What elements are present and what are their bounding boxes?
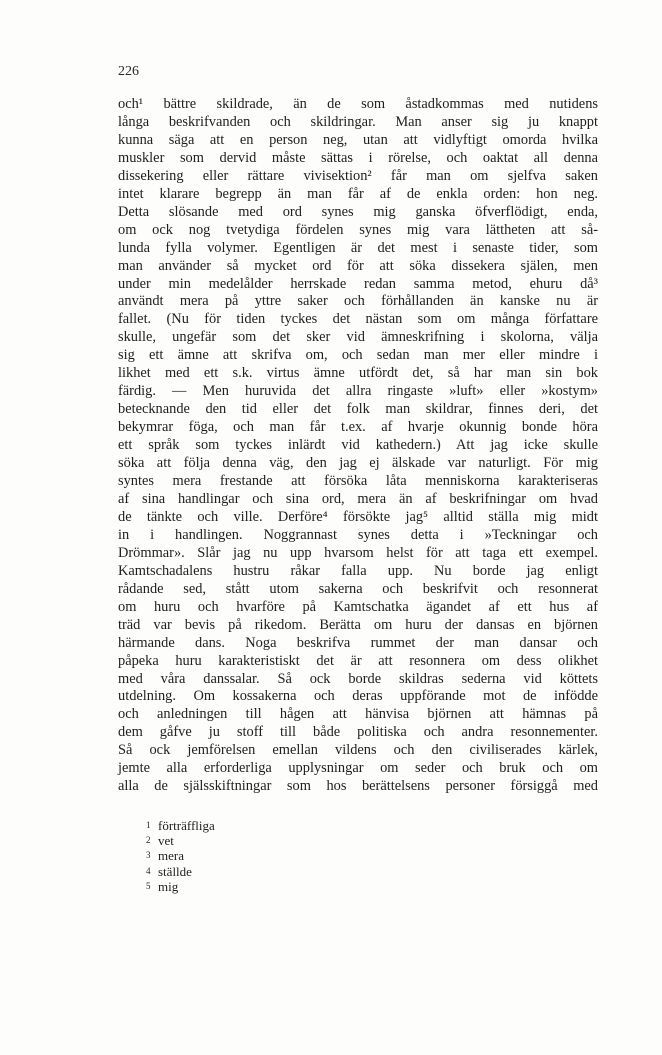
footnote-text: mera	[158, 848, 184, 864]
text-line: och¹ bättre skildrade, än de som åstadkommas med nutidens	[118, 96, 598, 112]
text-line: muskler som dervid måste sättas i rörelse, och oaktat all denna	[118, 149, 598, 166]
footnote	[146, 848, 215, 863]
text-line: träd var bevis på rikedom. Berätta om huru der dansas en björnen	[118, 616, 598, 633]
text-line: in i handlingen. Noggrannast synes detta i »Teckningar och	[118, 526, 598, 543]
text-line: betecknande den tid eller det folk man skildrar, finnes deri, det	[118, 401, 598, 418]
footnote-mark: 5	[146, 880, 151, 891]
footnote-text: vet	[158, 833, 174, 849]
text-line: påpeka huru karakteristiskt det är att resonnera om dess olikhet	[118, 652, 598, 669]
text-line: utdelning. Om kossakerna och deras uppförande mot de infödde	[118, 688, 598, 705]
text-line: af sina handlingar och sina ord, mera än af beskrifningar om hvad	[118, 490, 598, 507]
footnote-mark: 4	[146, 865, 151, 876]
text-line: fallet. (Nu för tiden tyckes det nästan som om många författare	[118, 311, 598, 328]
text-line: bekymrar föga, och man får t.ex. af hvarje okunnig bonde höra	[118, 419, 598, 436]
text-line: härmande dans. Noga beskrifva rummet der man dansar och	[118, 634, 598, 651]
footnote-mark: 1	[146, 820, 151, 830]
text-line: dem gåfve ju stoff till både politiska och andra resonnementer.	[118, 724, 598, 741]
text-line: lunda fylla volymer. Egentligen är det mest i senaste tider, som	[118, 239, 598, 256]
text-line: sig ett ämne att skrifva om, och sedan man mer eller mindre i	[118, 347, 598, 364]
body-text	[118, 96, 598, 796]
text-line: man använder så mycket ord för att söka dissekera själen, men	[118, 257, 598, 274]
footnote-text: mig	[158, 878, 179, 894]
text-line: ett språk som tyckes inlärdt vid kathedern.) Att jag icke skulle	[118, 437, 598, 454]
text-line: Så ock jemförelsen emellan vildens och den civiliserades kärlek,	[118, 742, 598, 759]
text-line: kunna säga att en person neg, utan att vidlyftigt omorda hvilka	[118, 131, 598, 148]
footnote-mark: 3	[146, 850, 151, 861]
text-line: alla de själsskiftningar som hos berättelsens personer försiggå med	[118, 778, 598, 795]
text-line: jemte alla erforderliga upplysningar om seder och bruk och om	[118, 760, 598, 777]
text-line: användt mera på yttre saker och förhållanden än kanske nu är	[118, 293, 598, 310]
text-line: Detta slösande med ord synes mig ganska öfverflödigt, enda,	[118, 203, 598, 220]
text-line: skulle, ungefär som det sker vid ämneskrifning i skolorna, välja	[118, 329, 598, 346]
text-line: de tänkte och ville. Derföre⁴ försökte jag⁵ alltid ställa mig midt	[118, 508, 598, 525]
footnote-mark: 2	[146, 835, 151, 846]
footnote	[146, 864, 215, 879]
page-number: 226	[118, 64, 139, 79]
text-line: om ock nog tvetydiga fördelen synes mig vara lättheten att så-	[118, 221, 598, 238]
text-line: under min medelålder herrskade redan samma metod, ehuru då³	[118, 275, 598, 292]
text-line: Kamtschadalens hustru råkar falla upp. Nu borde jag enligt	[118, 562, 598, 579]
footnote	[146, 833, 215, 848]
footnote-text: förträffliga	[158, 818, 215, 833]
text-line: och anledningen till hågen att hänvisa björnen att hämnas på	[118, 706, 598, 723]
text-line: rådande sed, stått utom sakerna och beskrifvit och resonnerat	[118, 580, 598, 597]
text-line: färdig. — Men huruvida det allra ringaste »luft» eller »kostym»	[118, 383, 598, 400]
footnotes	[146, 818, 215, 894]
text-line: Drömmar». Slår jag nu upp hvarsom helst för att taga ett exempel.	[118, 544, 598, 561]
text-line: med våra danssalar. Så ock borde skildras sederna vid köttets	[118, 670, 598, 687]
text-line: syntes mera frestande att försöka låta menniskorna karakteriseras	[118, 473, 598, 490]
text-line: dissekering eller rättare vivisektion² får man om sjelfva saken	[118, 167, 598, 184]
text-line: långa beskrifvanden och skildringar. Man anser sig ju knappt	[118, 113, 598, 130]
text-line: intet klarare begrepp än man får af de enkla orden: hon neg.	[118, 185, 598, 202]
text-line: likhet med ett s.k. virtus ämne utfördt det, så har man sin bok	[118, 365, 598, 382]
text-line: om huru och hvarföre på Kamtschatka ägandet af ett hus af	[118, 598, 598, 615]
text-line: söka att följa denna väg, den jag ej älskade var naturligt. För mig	[118, 455, 598, 472]
footnote	[146, 818, 215, 833]
footnote-text: ställde	[158, 863, 192, 879]
footnote	[146, 879, 215, 894]
